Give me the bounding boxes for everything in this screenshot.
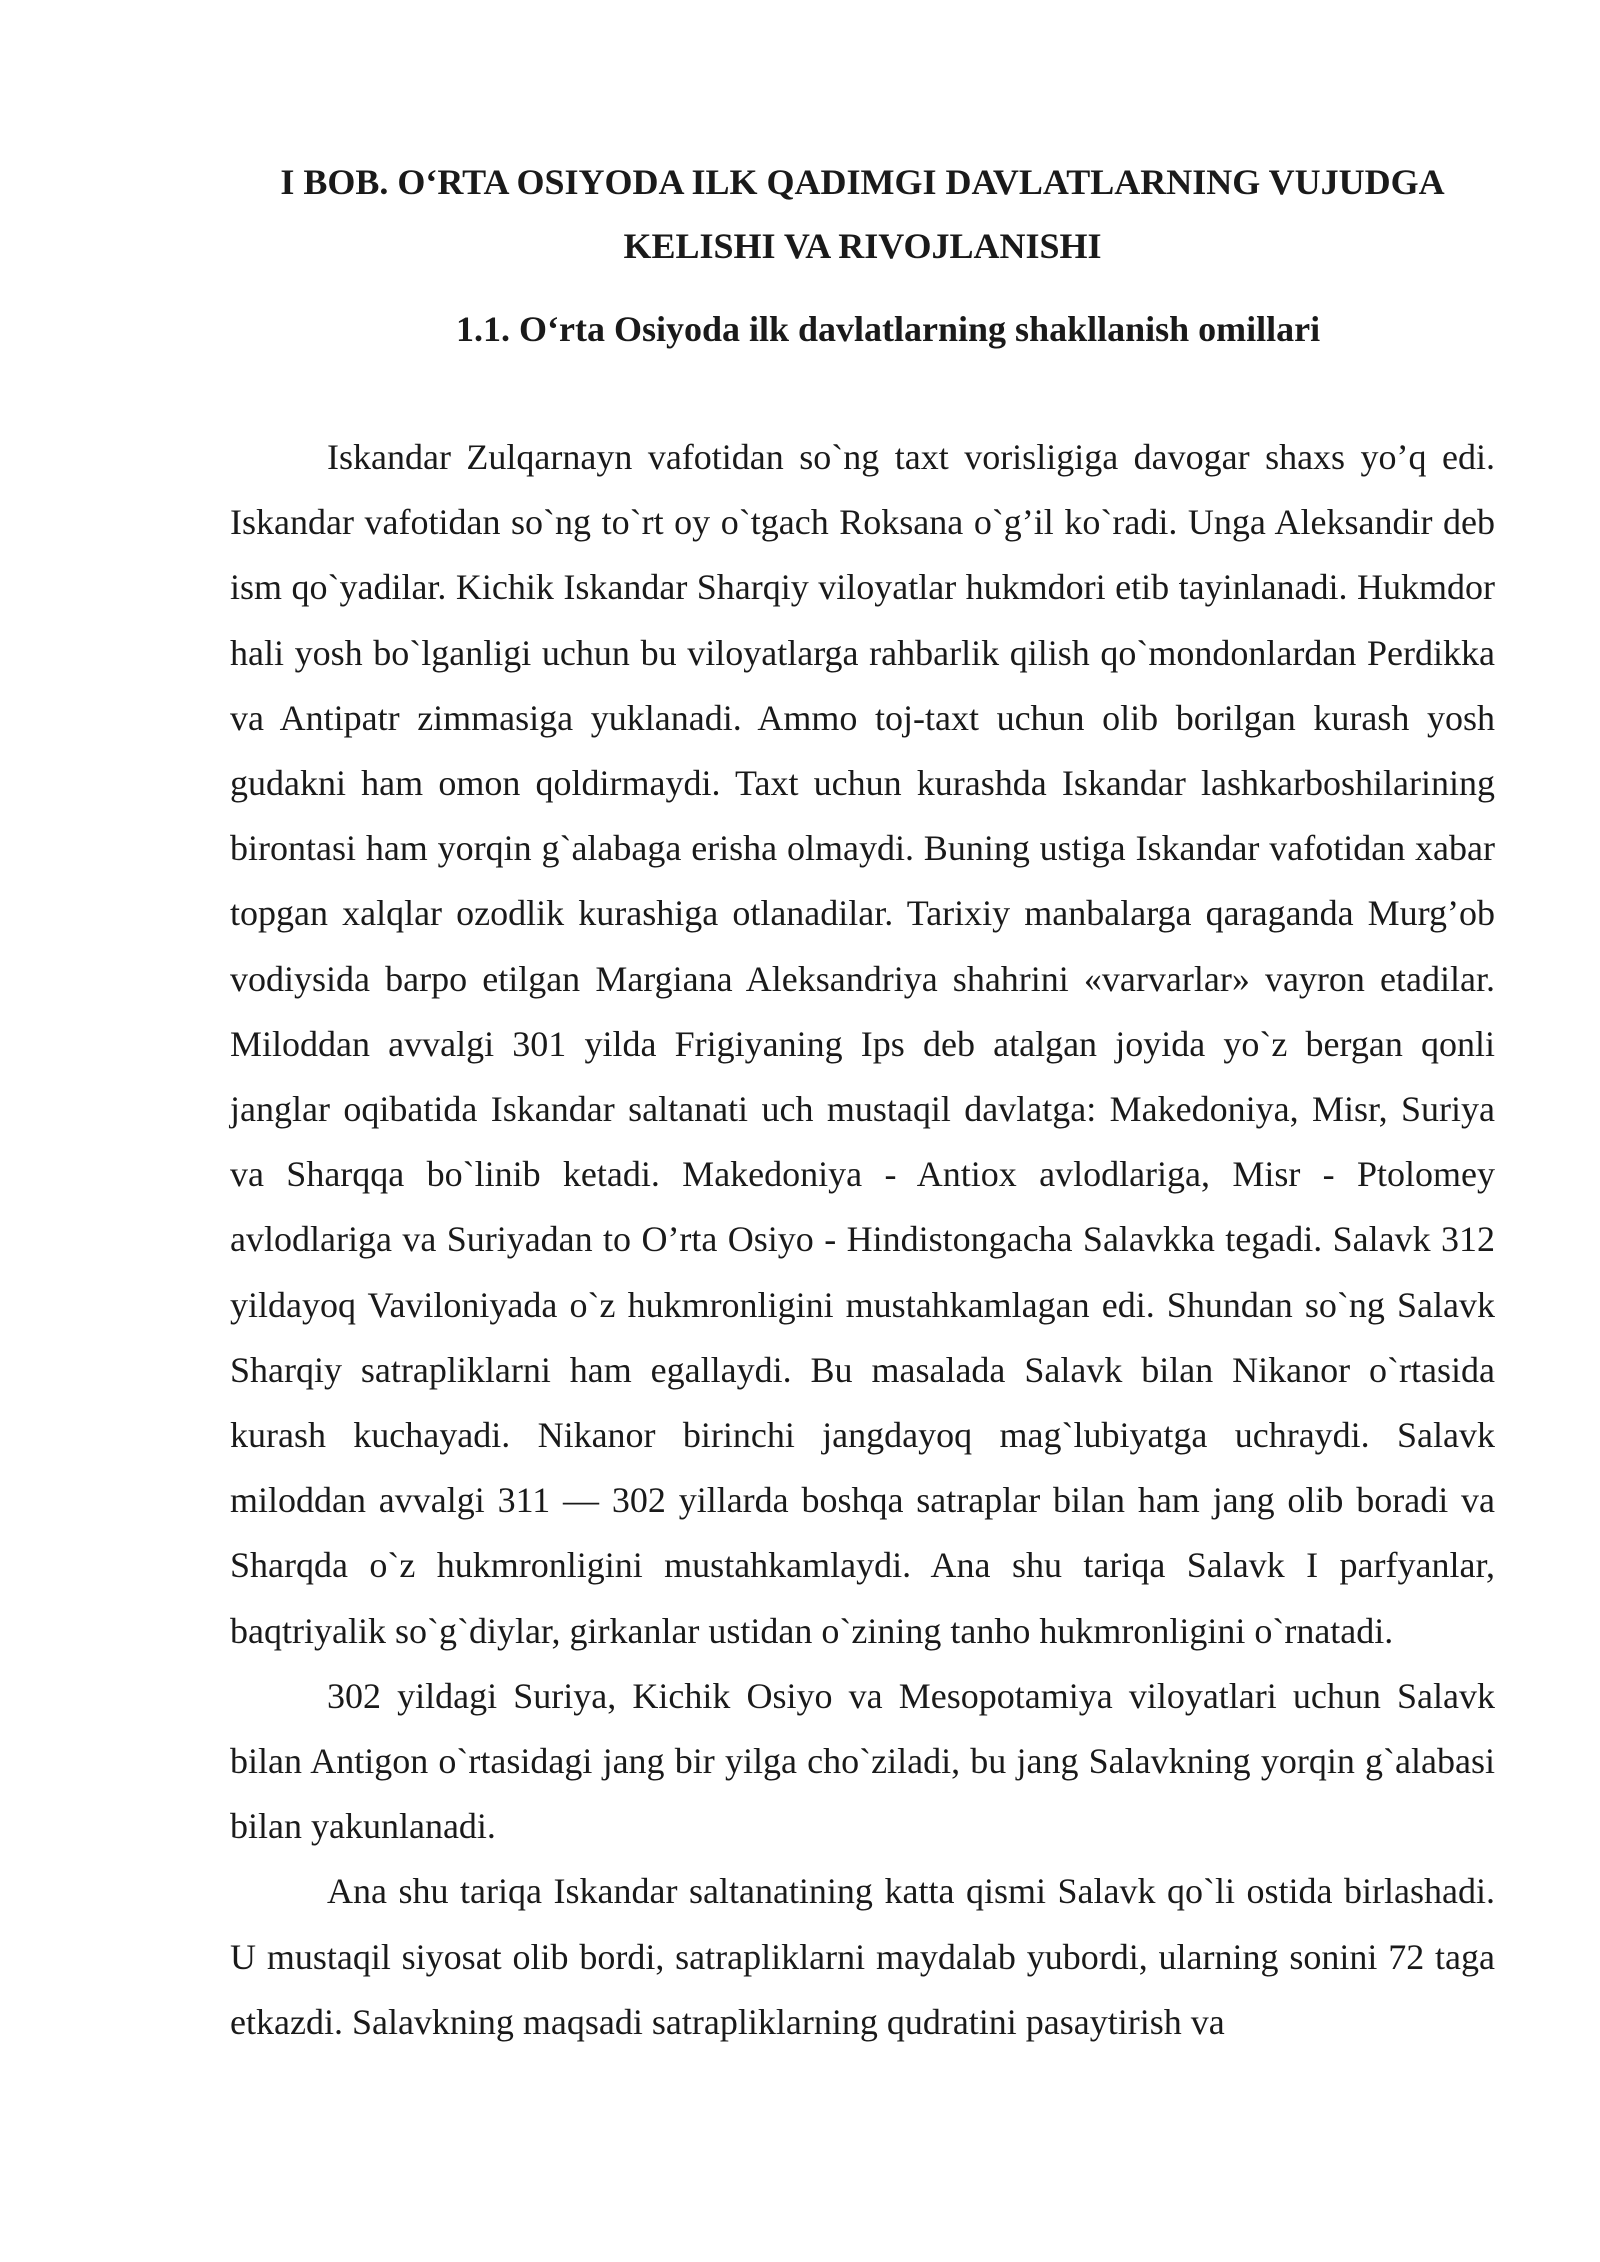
section-title: 1.1. O‘rta Osiyoda ilk davlatlarning shakllanish omillari [456,309,1321,349]
paragraph: 302 yildagi Suriya, Kichik Osiyo va Mesopotamiya viloyatlari uchun Salavk bilan Antigon o`rtasidagi jang bir yilga cho`ziladi, bu jang Salavkning yorqin g`alabasi bilan yakunlanadi. [230,1675,1495,1847]
chapter-title-line-2: KELISHI VA RIVOJLANISHI [623,226,1102,266]
paragraph: Ana shu tariqa Iskandar saltanatining katta qismi Salavk qo`li ostida birlashadi. U mustaqil siyosat olib bordi, satrapliklarni maydalab yubordi, ularning sonini 72 taga etkazdi. Salavkning maqsadi satrapliklarning qudratini pasaytirish va [230,1871,1495,2042]
chapter-title [230,150,1495,278]
paragraph: Iskandar Zulqarnayn vafotidan so`ng taxt vorisligiga davogar shaxs yo’q edi. Iskandar vafotidan so`ng to`rt oy o`tgach Roksana o`g’il ko`radi. Unga Aleksandir deb ism qo`yadilar. Kichik Iskandar Sharqiy viloyatlar hukmdori etib tayinlanadi. Hukmdor hali yosh bo`lganligi uchun bu viloyatlarga rahbarlik qilish qo`mondonlardan Perdikka va Antipatr zimmasiga yuklanadi. Ammo toj-taxt uchun olib borilgan kurash yosh gudakni ham omon qoldirmaydi. Taxt uchun kurashda Iskandar lashkarboshilarining birontasi ham yorqin g`alabaga erisha olmaydi. Buning ustiga Iskandar vafotidan xabar topgan xalqlar ozodlik kurashiga otlanadilar. Tarixiy manbalarga qaraganda Murg’ob vodiysida barpo etilgan Margiana Aleksandriya shahrini «varvarlar» vayron etadilar. Miloddan avvalgi 301 yilda Frigiyaning Ips deb atalgan joyida yo`z bergan qonli janglar oqibatida Iskandar saltanati uch mustaqil davlatga: Makedoniya, Misr, Suriya va Sharqqa bo`linib ketadi. Makedoniya - Antiox avlodlariga, Misr - Ptolomey avlodlariga va Suriyadan to O’rta Osiyo - Hindistongacha Salavkka tegadi. Salavk 312 yildayoq Vaviloniyada o`z hukmronligini mustahkamlagan edi. Shundan so`ng Salavk Sharqiy satrapliklarni ham egallaydi. Bu masalada Salavk bilan Nikanor o`rtasida kurash kuchayadi. Nikanor birinchi jangdayoq mag`lubiyatga uchraydi. Salavk miloddan avvalgi 311 — 302 yillarda boshqa satraplar bilan ham jang olib boradi va Sharqda o`z hukmronligini mustahkamlaydi. Ana shu tariqa Salavk I parfyanlar, baqtriyalik so`g`diylar, girkanlar ustidan o`zining tanho hukmronligini o`rnatadi. [230,437,1495,1651]
chapter-title-line-1: I BOB. O‘RTA OSIYODA ILK QADIMGI DAVLATLARNING VUJUDGA [280,162,1445,202]
body-text [230,425,1495,2055]
